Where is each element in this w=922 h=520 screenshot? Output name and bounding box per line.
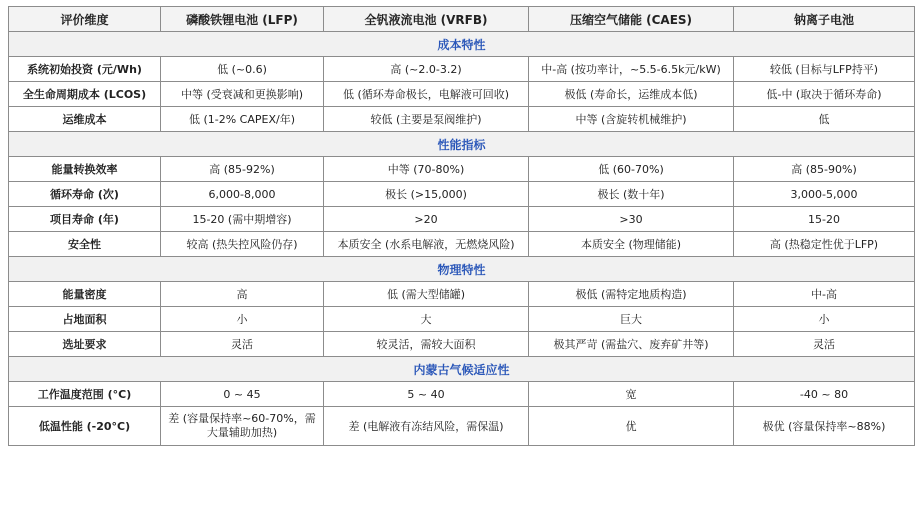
- section-title: 成本特性: [9, 32, 915, 57]
- cell-caes: 中等 (含旋转机械维护): [529, 107, 734, 132]
- row-label: 安全性: [9, 232, 161, 257]
- row-label: 全生命周期成本 (LCOS): [9, 82, 161, 107]
- cell-vrfb: 低 (循环寿命极长，电解液可回收): [324, 82, 529, 107]
- cell-lfp: 0 ~ 45: [161, 382, 324, 407]
- header-lfp: 磷酸铁锂电池 (LFP): [161, 7, 324, 32]
- section-row-performance: [9, 132, 915, 157]
- cell-vrfb: 中等 (70-80%): [324, 157, 529, 182]
- cell-caes: 宽: [529, 382, 734, 407]
- cell-lfp: 6,000-8,000: [161, 182, 324, 207]
- cell-lfp: 15-20 (需中期增容): [161, 207, 324, 232]
- table-header-row: [9, 7, 915, 32]
- cell-caes: 极低 (寿命长，运维成本低): [529, 82, 734, 107]
- cell-vrfb: 较低 (主要是泵阀维护): [324, 107, 529, 132]
- cell-sodium-ion: 3,000-5,000: [734, 182, 915, 207]
- header-vrfb: 全钒液流电池 (VRFB): [324, 7, 529, 32]
- table-row: [9, 207, 915, 232]
- cell-vrfb: 较灵活，需较大面积: [324, 332, 529, 357]
- cell-sodium-ion: 高 (85-90%): [734, 157, 915, 182]
- section-row-cost: [9, 32, 915, 57]
- cell-lfp: 高 (85-92%): [161, 157, 324, 182]
- cell-sodium-ion: 中-高: [734, 282, 915, 307]
- cell-vrfb: 高 (~2.0-3.2): [324, 57, 529, 82]
- cell-caes: 极长 (数十年): [529, 182, 734, 207]
- row-label: 选址要求: [9, 332, 161, 357]
- table-row: [9, 107, 915, 132]
- energy-storage-comparison-table: [8, 6, 915, 446]
- cell-caes: 中-高 (按功率计，~5.5-6.5k元/kW): [529, 57, 734, 82]
- cell-lfp: 低 (~0.6): [161, 57, 324, 82]
- cell-lfp: 灵活: [161, 332, 324, 357]
- cell-caes: 本质安全 (物理储能): [529, 232, 734, 257]
- cell-caes: >30: [529, 207, 734, 232]
- cell-caes: 极低 (需特定地质构造): [529, 282, 734, 307]
- section-row-climate: [9, 357, 915, 382]
- cell-vrfb: 大: [324, 307, 529, 332]
- table-row: [9, 407, 915, 446]
- row-label: 能量密度: [9, 282, 161, 307]
- cell-vrfb: 差 (电解液有冻结风险，需保温): [324, 407, 529, 446]
- table-row: [9, 232, 915, 257]
- header-sodium-ion: 钠离子电池: [734, 7, 915, 32]
- cell-vrfb: 本质安全 (水系电解液，无燃烧风险): [324, 232, 529, 257]
- section-title: 物理特性: [9, 257, 915, 282]
- row-label: 运维成本: [9, 107, 161, 132]
- row-label: 工作温度范围 (°C): [9, 382, 161, 407]
- cell-sodium-ion: 低-中 (取决于循环寿命): [734, 82, 915, 107]
- row-label: 低温性能 (-20°C): [9, 407, 161, 446]
- cell-sodium-ion: 小: [734, 307, 915, 332]
- header-caes: 压缩空气储能 (CAES): [529, 7, 734, 32]
- cell-sodium-ion: 低: [734, 107, 915, 132]
- cell-lfp: 小: [161, 307, 324, 332]
- table-row: [9, 307, 915, 332]
- cell-lfp: 较高 (热失控风险仍存): [161, 232, 324, 257]
- header-dimension: 评价维度: [9, 7, 161, 32]
- cell-caes: 优: [529, 407, 734, 446]
- section-title: 性能指标: [9, 132, 915, 157]
- cell-caes: 极其严苛 (需盐穴、废弃矿井等): [529, 332, 734, 357]
- table-row: [9, 382, 915, 407]
- table-row: [9, 282, 915, 307]
- cell-vrfb: 低 (需大型储罐): [324, 282, 529, 307]
- table-row: [9, 82, 915, 107]
- section-row-physical: [9, 257, 915, 282]
- row-label: 循环寿命 (次): [9, 182, 161, 207]
- cell-sodium-ion: 15-20: [734, 207, 915, 232]
- cell-sodium-ion: 高 (热稳定性优于LFP): [734, 232, 915, 257]
- row-label: 项目寿命 (年): [9, 207, 161, 232]
- cell-lfp: 低 (1-2% CAPEX/年): [161, 107, 324, 132]
- cell-vrfb: >20: [324, 207, 529, 232]
- cell-sodium-ion: -40 ~ 80: [734, 382, 915, 407]
- cell-caes: 低 (60-70%): [529, 157, 734, 182]
- table-row: [9, 332, 915, 357]
- cell-lfp: 中等 (受衰减和更换影响): [161, 82, 324, 107]
- cell-vrfb: 5 ~ 40: [324, 382, 529, 407]
- cell-caes: 巨大: [529, 307, 734, 332]
- row-label: 占地面积: [9, 307, 161, 332]
- section-title: 内蒙古气候适应性: [9, 357, 915, 382]
- cell-sodium-ion: 较低 (目标与LFP持平): [734, 57, 915, 82]
- cell-sodium-ion: 极优 (容量保持率~88%): [734, 407, 915, 446]
- row-label: 系统初始投资 (元/Wh): [9, 57, 161, 82]
- comparison-table-container: [8, 6, 914, 446]
- cell-vrfb: 极长 (>15,000): [324, 182, 529, 207]
- cell-lfp: 差 (容量保持率~60-70%，需大量辅助加热): [161, 407, 324, 446]
- cell-sodium-ion: 灵活: [734, 332, 915, 357]
- table-row: [9, 182, 915, 207]
- table-row: [9, 57, 915, 82]
- table-row: [9, 157, 915, 182]
- row-label: 能量转换效率: [9, 157, 161, 182]
- cell-lfp: 高: [161, 282, 324, 307]
